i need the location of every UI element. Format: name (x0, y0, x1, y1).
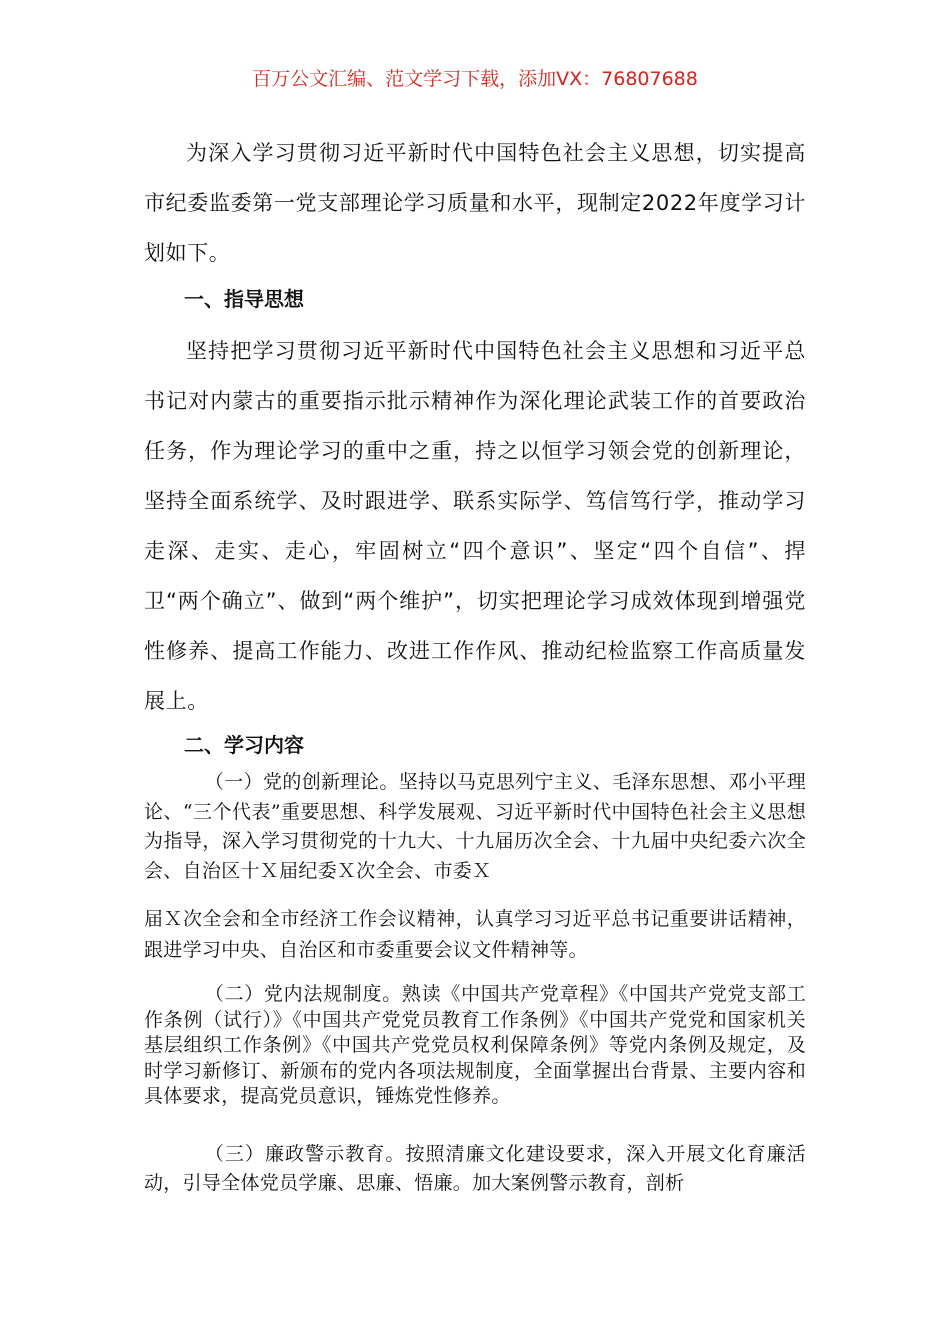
section1-body: 坚持把学习贯彻习近平新时代中国特色社会主义思想和习近平总书记对内蒙古的重要指示批示精神作为深化理论武装工作的首要政治任务，作为理论学习的重中之重，持之以恒学习领会党的创新理论，坚持全面系统学、及时跟进学、联系实际学、笃信笃行学，推动学习走深、走实、走心，牢固树立“四个意识”、坚定“四个自信”、捍卫“两个确立”、做到“两个维护”，切实把理论学习成效体现到增强党性修养、提高工作能力、改进工作作风、推动纪检监察工作高质量发展上。 (144, 339, 806, 713)
section2-item3: （三）廉政警示教育。按照清廉文化建设要求，深入开展文化育廉活动，引导全体党员学廉、思廉、悟廉。加大案例警示教育，剖析 (144, 1143, 806, 1194)
section2-item2: （二）党内法规制度。熟读《中国共产党章程》《中国共产党党支部工作条例（试行）》《中国共产党党员教育工作条例》《中国共产党党和国家机关基层组织工作条例》《中国共产党党员权利保障条例》等党内条例及规定，及时学习新修订、新颁布的党内各项法规制度，全面掌握出台背景、主要内容和具体要求，提高党员意识，锤炼党性修养。 (144, 983, 806, 1107)
section2-heading: 二、学习内容 (184, 733, 304, 757)
section2-item1-part2: 届Ｘ次全会和全市经济工作会议精神，认真学习习近平总书记重要讲话精神，跟进学习中央、自治区和市委重要会议文件精神等。 (144, 908, 806, 961)
watermark-banner: 百万公文汇编、范文学习下载，添加VX：76807688 (252, 68, 698, 90)
section2-item1-part1: （一）党的创新理论。坚持以马克思列宁主义、毛泽东思想、邓小平理论、“三个代表”重要思想、科学发展观、习近平新时代中国特色社会主义思想为指导，深入学习贯彻党的十九大、十九届历次全会、十九届中央纪委六次全会、自治区十Ｘ届纪委Ｘ次全会、市委Ｘ (144, 771, 806, 882)
section1-heading: 一、指导思想 (184, 287, 304, 311)
intro-paragraph: 为深入学习贯彻习近平新时代中国特色社会主义思想，切实提高市纪委监委第一党支部理论学习质量和水平，现制定2022年度学习计划如下。 (144, 141, 806, 265)
